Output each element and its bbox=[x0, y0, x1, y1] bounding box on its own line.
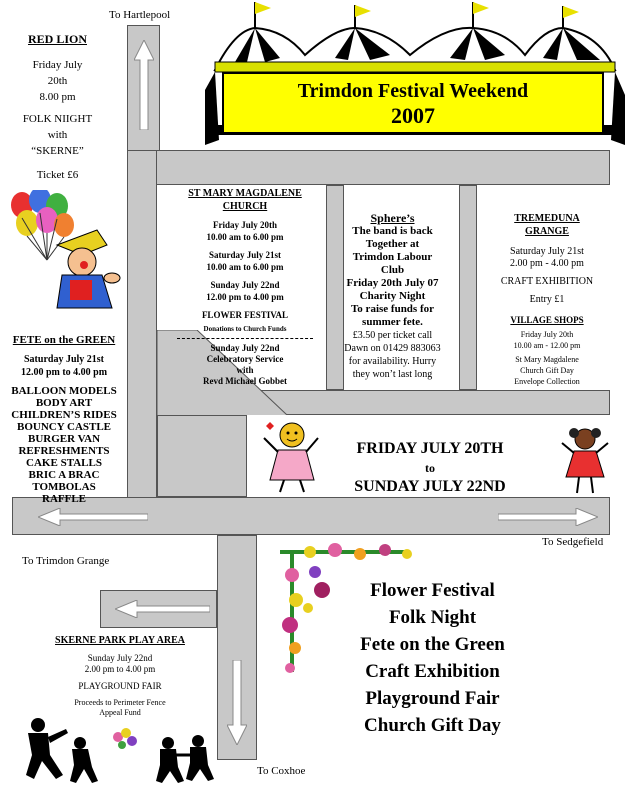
red-lion-line: 8.00 pm bbox=[39, 91, 76, 103]
fete-item: BODY ART bbox=[35, 397, 93, 409]
sign-sedgefield: To Sedgefield bbox=[542, 536, 604, 548]
date-end: SUNDAY JULY 22ND bbox=[354, 478, 506, 495]
sign-hartlepool: To Hartlepool bbox=[109, 9, 171, 21]
church-service: with bbox=[236, 365, 254, 375]
tremeduna-line: CRAFT EXHIBITION bbox=[500, 276, 594, 287]
church-time: Saturday July 21st bbox=[208, 250, 281, 260]
sphere-line: they won’t last long bbox=[352, 369, 433, 380]
road-left-vertical bbox=[127, 150, 157, 505]
festival-year: 2007 bbox=[391, 103, 435, 128]
sign-coxhoe: To Coxhoe bbox=[257, 765, 306, 777]
sphere-line: Dawn on 01429 883063 bbox=[344, 343, 441, 354]
church-heading: CHURCH bbox=[222, 201, 268, 212]
skerne-block bbox=[30, 634, 210, 718]
fete-item: BALLOON MODELS bbox=[11, 385, 117, 397]
festival-item: Flower Festival bbox=[370, 580, 495, 601]
red-lion-block bbox=[0, 31, 115, 183]
tremeduna-block bbox=[478, 212, 616, 387]
fete-date: Saturday July 21st bbox=[23, 354, 104, 365]
tremeduna-line: Saturday July 21st bbox=[510, 246, 584, 257]
arrow-right-icon bbox=[498, 508, 598, 526]
sphere-line: Friday 20th July 07 bbox=[346, 277, 439, 289]
church-divider bbox=[177, 338, 313, 339]
fete-time: 12.00 pm to 4.00 pm bbox=[20, 367, 108, 378]
sphere-line: summer fete. bbox=[362, 316, 423, 328]
red-lion-heading: RED LION bbox=[27, 32, 87, 46]
festival-item: Church Gift Day bbox=[364, 715, 501, 736]
sphere-line: Together at bbox=[365, 238, 420, 250]
church-time: Sunday July 22nd bbox=[210, 280, 280, 290]
fete-item: RAFFLE bbox=[42, 493, 86, 505]
fete-item: BRIC A BRAC bbox=[28, 469, 100, 481]
tremeduna-line: 2.00 pm - 4.00 pm bbox=[510, 258, 584, 269]
festival-list bbox=[320, 577, 545, 739]
church-block bbox=[165, 187, 325, 387]
village-shops-heading: VILLAGE SHOPS bbox=[510, 315, 584, 325]
fete-item: TOMBOLAS bbox=[32, 481, 96, 493]
village-shops-line: 10.00 am - 12.00 pm bbox=[513, 341, 581, 350]
fete-item: CAKE STALLS bbox=[26, 457, 102, 469]
village-shops-line: St Mary Magdalene bbox=[515, 355, 579, 364]
skerne-line: Sunday July 22nd bbox=[87, 653, 153, 663]
red-lion-line: with bbox=[47, 129, 68, 141]
road-church-area-left bbox=[157, 415, 247, 497]
tremeduna-heading: GRANGE bbox=[525, 226, 569, 237]
clown-balloons-icon bbox=[2, 190, 127, 310]
church-time: 12.00 pm to 4.00 pm bbox=[206, 292, 284, 302]
fete-item: BOUNCY CASTLE bbox=[16, 421, 112, 433]
skerne-line: PLAYGROUND FAIR bbox=[78, 681, 162, 691]
festival-title: Trimdon Festival Weekend bbox=[297, 80, 529, 102]
road-upper-horizontal bbox=[127, 150, 610, 185]
red-lion-line: Ticket £6 bbox=[36, 169, 79, 181]
girl-red-dress-icon bbox=[560, 425, 610, 497]
arrow-left-branch-icon bbox=[115, 600, 210, 618]
sphere-line: for availability. Hurry bbox=[348, 356, 437, 367]
fete-item: CHILDREN’S RIDES bbox=[11, 409, 117, 421]
date-start: FRIDAY JULY 20TH bbox=[356, 440, 504, 457]
skerne-heading: SKERNE PARK PLAY AREA bbox=[55, 635, 185, 646]
fete-item: REFRESHMENTS bbox=[18, 445, 110, 457]
road-right-vertical bbox=[459, 185, 477, 390]
sphere-line: To raise funds for bbox=[350, 303, 435, 315]
village-shops-line: Church Gift Day bbox=[520, 366, 574, 375]
arrow-left-icon bbox=[38, 508, 148, 526]
sphere-block bbox=[325, 211, 460, 381]
skerne-line: Appeal Fund bbox=[99, 708, 141, 717]
festival-item: Playground Fair bbox=[365, 688, 500, 709]
tremeduna-line: Entry £1 bbox=[529, 294, 565, 305]
church-donation: Donations to Church Funds bbox=[203, 325, 287, 333]
sphere-line: The band is back bbox=[352, 225, 433, 237]
fete-block bbox=[0, 333, 128, 505]
church-time: Friday July 20th bbox=[212, 220, 277, 230]
arrow-up-icon bbox=[134, 40, 154, 130]
festival-item: Folk Night bbox=[388, 607, 477, 628]
red-lion-line: Friday July bbox=[32, 59, 83, 71]
church-service: Revd Michael Gobbet bbox=[203, 376, 287, 386]
sphere-line: £3.50 per ticket call bbox=[352, 330, 433, 341]
girl-pink-dress-icon bbox=[262, 420, 322, 496]
date-to: to bbox=[425, 461, 435, 475]
festival-item: Fete on the Green bbox=[360, 634, 505, 655]
red-lion-line: “SKERNE” bbox=[31, 145, 84, 157]
skerne-line: 2.00 pm to 4.00 pm bbox=[84, 664, 156, 674]
village-shops-line: Envelope Collection bbox=[514, 377, 580, 386]
title-banner bbox=[222, 72, 604, 134]
church-time: 10.00 am to 6.00 pm bbox=[206, 232, 284, 242]
sphere-line: Charity Night bbox=[359, 290, 426, 302]
children-silhouettes-icon bbox=[8, 715, 223, 785]
red-lion-line: 20th bbox=[47, 75, 68, 87]
church-service: Sunday July 22nd bbox=[210, 343, 280, 353]
dates-block bbox=[330, 438, 530, 498]
sphere-line: Club bbox=[380, 264, 405, 276]
sphere-heading: Sphere’s bbox=[370, 211, 415, 225]
red-lion-line: FOLK NIIGHT bbox=[22, 113, 93, 125]
skerne-line: Proceeds to Perimeter Fence bbox=[74, 698, 166, 707]
church-heading: ST MARY MAGDALENE bbox=[188, 188, 302, 199]
fete-item: BURGER VAN bbox=[27, 433, 101, 445]
arrow-down-icon bbox=[227, 660, 247, 745]
fete-heading: FETE on the GREEN bbox=[12, 334, 116, 346]
church-service: Celebratory Service bbox=[206, 354, 284, 364]
sphere-line: Trimdon Labour bbox=[352, 251, 433, 263]
church-time: 10.00 am to 6.00 pm bbox=[206, 262, 284, 272]
village-shops-line: Friday July 20th bbox=[520, 330, 574, 339]
church-flower-festival: FLOWER FESTIVAL bbox=[201, 310, 289, 320]
sign-trimdon-grange: To Trimdon Grange bbox=[22, 555, 110, 567]
festival-item: Craft Exhibition bbox=[365, 661, 500, 682]
tremeduna-heading: TREMEDUNA bbox=[514, 213, 580, 224]
